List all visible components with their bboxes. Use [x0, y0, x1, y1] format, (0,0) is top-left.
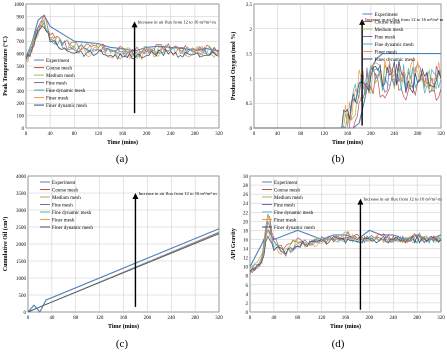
y-tick-label: 26	[243, 193, 248, 199]
y-tick-label: 3500	[16, 192, 26, 197]
legend-label: Medium mesh	[52, 196, 81, 201]
y-tick-label: 0	[249, 127, 252, 132]
y-tick-label: 900	[16, 15, 24, 21]
x-tick-label: 80	[298, 132, 304, 137]
x-axis-label: Time (mins)	[107, 324, 140, 330]
y-tick-label: 0.5	[245, 102, 252, 108]
legend-label: Finer mesh	[46, 96, 69, 102]
x-axis-label: Time (mins)	[329, 324, 362, 330]
legend-label: Fine mesh	[374, 35, 396, 41]
caption-d: (d)	[331, 338, 345, 350]
legend-label: Medium mesh	[374, 28, 404, 33]
x-tick-label: 120	[320, 132, 328, 137]
y-tick-label: 4	[245, 292, 248, 298]
x-tick-label: 280	[191, 132, 199, 137]
x-tick-label: 320	[215, 132, 223, 137]
legend-label: Fine dynamic mesh	[374, 43, 414, 48]
x-tick-label: 0	[26, 316, 30, 321]
y-tick-label: 600	[16, 52, 24, 58]
y-tick-label: 2000	[16, 243, 26, 248]
y-tick-label: 2.5	[245, 3, 252, 8]
x-tick-label: 200	[142, 132, 151, 137]
legend-label: Course mesh	[46, 66, 72, 72]
legend-label: Finer dynamic mesh	[274, 226, 315, 231]
legend-label: Experiment	[374, 13, 398, 18]
x-tick-label: 240	[389, 316, 397, 321]
x-tick-label: 80	[73, 316, 79, 321]
x-tick-label: 40	[47, 132, 53, 137]
y-tick-label: 1000	[16, 277, 26, 282]
legend-label: Fine dynamic mesh	[46, 89, 86, 95]
annotation-text: Increase in air flux from 12 to 16 m³/m²·m	[363, 196, 442, 202]
x-tick-label: 320	[437, 316, 445, 321]
legend-label: Fine dynamic mesh	[274, 211, 314, 216]
caption-a: (a)	[115, 153, 129, 165]
x-tick-label: 160	[341, 316, 350, 321]
caption-b: (b)	[331, 153, 345, 165]
y-tick-label: 24	[243, 202, 248, 208]
annotation-text: Increase in air flux from 12 to 16 m³/m²·m	[137, 19, 216, 25]
x-tick-label: 280	[413, 132, 422, 137]
x-tick-label: 120	[94, 132, 103, 137]
chart-peak-temperature	[0, 0, 225, 150]
y-tick-label: 8	[245, 274, 248, 280]
x-tick-label: 200	[143, 316, 152, 321]
x-tick-label: 320	[215, 316, 223, 321]
legend-label: Experiment	[52, 181, 76, 186]
x-tick-label: 0	[248, 316, 252, 321]
y-tick-label: 3000	[16, 209, 26, 214]
legend-label: Finer dynamic mesh	[52, 226, 93, 231]
x-tick-label: 240	[167, 132, 175, 137]
y-tick-label: 300	[16, 89, 24, 95]
y-tick-label: 1500	[16, 260, 26, 265]
x-tick-label: 40	[274, 132, 280, 137]
y-tick-label: 16	[243, 238, 248, 244]
y-axis-label: Peak Temperature (°C)	[3, 36, 9, 96]
y-tick-label: 700	[16, 40, 24, 46]
x-tick-label: 320	[437, 132, 445, 137]
y-tick-label: 18	[243, 229, 248, 235]
y-tick-label: 6	[245, 283, 248, 289]
caption-c: (c)	[115, 338, 129, 350]
legend-label: Finer mesh	[274, 218, 297, 224]
y-axis-label: Cumulative Oil (cm³)	[3, 216, 9, 272]
annotation-text: Increase in air flux from 12 to 16 m³/m²·m	[365, 16, 444, 22]
chart-produced-oxygen	[228, 0, 447, 150]
legend-label: Course mesh	[52, 188, 78, 194]
y-tick-label: 2	[245, 301, 248, 307]
x-tick-label: 120	[317, 316, 326, 321]
x-tick-label: 240	[167, 316, 175, 321]
legend-label: Finer dynamic mesh	[46, 104, 87, 110]
y-tick-label: 2500	[16, 226, 26, 231]
y-tick-label: 500	[16, 65, 24, 70]
y-tick-label: 14	[243, 247, 248, 253]
legend-label: Finer dynamic mesh	[374, 58, 416, 63]
legend-label: Finer mesh	[52, 218, 75, 224]
legend-label: Fine mesh	[46, 81, 67, 87]
y-tick-label: 22	[243, 211, 248, 217]
legend-label: Finer mesh	[374, 50, 397, 56]
x-tick-label: 280	[191, 316, 199, 321]
legend-label: Fine mesh	[274, 203, 295, 209]
y-tick-label: 0	[21, 127, 24, 132]
y-tick-label: 30	[243, 175, 248, 180]
y-tick-label: 12	[243, 256, 248, 262]
annotation-text: Increase in air flux from 12 to 16 m³/m²·m	[138, 191, 217, 196]
y-axis-label: Produced Oxygen (mol %)	[231, 31, 237, 101]
legend-label: Experiment	[46, 59, 70, 65]
y-tick-label: 20	[243, 220, 248, 226]
x-tick-label: 240	[390, 132, 398, 137]
y-tick-label: 500	[18, 294, 26, 299]
y-tick-label: 0	[23, 311, 26, 316]
x-tick-label: 40	[49, 316, 55, 321]
legend-label: Course mesh	[274, 188, 300, 194]
y-tick-label: 1000	[14, 3, 24, 8]
y-tick-label: 100	[16, 114, 24, 120]
legend-label: Course mesh	[374, 20, 401, 26]
y-tick-label: 800	[16, 27, 24, 33]
legend-label: Fine dynamic mesh	[52, 211, 92, 216]
x-tick-label: 200	[365, 316, 374, 321]
y-tick-label: 10	[243, 265, 248, 271]
y-tick-label: 28	[243, 184, 248, 190]
chart-api-gravity	[228, 172, 447, 334]
y-axis-label: API Gravity	[231, 228, 237, 260]
y-tick-label: 1	[249, 77, 252, 83]
y-tick-label: 0	[245, 311, 248, 316]
y-tick-label: 1.5	[245, 52, 252, 58]
y-tick-label: 2	[249, 27, 252, 33]
legend-label: Experiment	[274, 181, 298, 186]
y-tick-label: 4000	[16, 175, 26, 180]
x-tick-label: 0	[252, 132, 256, 137]
x-tick-label: 80	[295, 316, 301, 321]
legend-label: Medium mesh	[274, 196, 303, 201]
chart-cumulative-oil	[0, 172, 225, 334]
x-tick-label: 40	[271, 316, 277, 321]
x-tick-label: 0	[24, 132, 28, 137]
x-tick-label: 280	[413, 316, 421, 321]
x-tick-label: 160	[343, 132, 352, 137]
x-tick-label: 80	[71, 132, 77, 137]
y-tick-label: 400	[16, 77, 24, 83]
x-tick-label: 120	[95, 316, 104, 321]
x-axis-label: Time (mins)	[106, 140, 139, 146]
x-tick-label: 160	[118, 132, 127, 137]
legend-label: Medium mesh	[46, 74, 75, 80]
x-axis-label: Time (mins)	[331, 140, 364, 146]
legend-label: Fine mesh	[52, 203, 73, 209]
x-tick-label: 200	[367, 132, 375, 137]
x-tick-label: 160	[119, 316, 128, 321]
y-tick-label: 200	[16, 102, 24, 108]
